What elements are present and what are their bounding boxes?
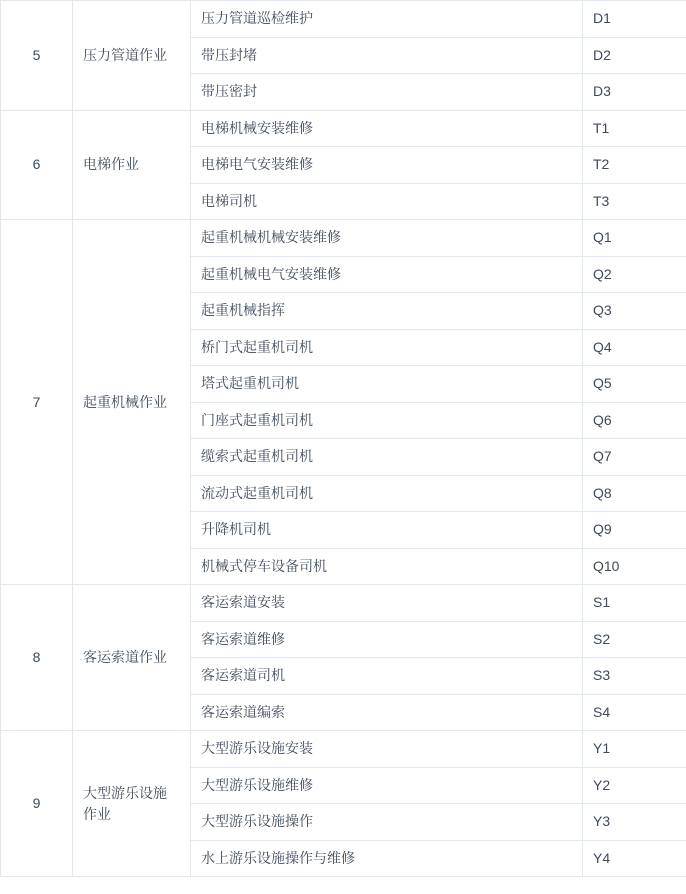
- table-row: [1, 1, 686, 38]
- operation-code-cell: T2: [583, 147, 686, 184]
- operation-code-cell: Q9: [583, 512, 686, 549]
- operation-item-cell: 客运索道司机: [191, 658, 583, 695]
- operation-item-cell: 客运索道维修: [191, 621, 583, 658]
- operation-code-cell: Q5: [583, 366, 686, 403]
- operation-code-cell: Y4: [583, 840, 686, 877]
- group-number-cell: 5: [1, 1, 73, 111]
- operation-code-cell: S3: [583, 658, 686, 695]
- operation-item-cell: 压力管道巡检维护: [191, 1, 583, 38]
- operation-code-cell: S2: [583, 621, 686, 658]
- operation-code-cell: Q3: [583, 293, 686, 330]
- operation-item-cell: 电梯电气安装维修: [191, 147, 583, 184]
- group-category-cell: 压力管道作业: [73, 1, 191, 111]
- operation-item-cell: 机械式停车设备司机: [191, 548, 583, 585]
- operation-item-cell: 带压密封: [191, 74, 583, 111]
- operation-code-cell: T1: [583, 110, 686, 147]
- group-number-cell: 7: [1, 220, 73, 585]
- operation-code-cell: S1: [583, 585, 686, 622]
- operation-code-cell: S4: [583, 694, 686, 731]
- operation-item-cell: 电梯机械安装维修: [191, 110, 583, 147]
- operation-item-cell: 大型游乐设施安装: [191, 731, 583, 768]
- operation-code-cell: Y2: [583, 767, 686, 804]
- operation-item-cell: 客运索道安装: [191, 585, 583, 622]
- group-category-cell: 大型游乐设施作业: [73, 731, 191, 877]
- table-row: [1, 220, 686, 257]
- group-category-cell: 客运索道作业: [73, 585, 191, 731]
- operation-code-cell: Y1: [583, 731, 686, 768]
- operation-code-cell: Q8: [583, 475, 686, 512]
- group-category-cell: 起重机械作业: [73, 220, 191, 585]
- operation-code-cell: Q4: [583, 329, 686, 366]
- operation-code-cell: Q10: [583, 548, 686, 585]
- operation-code-cell: T3: [583, 183, 686, 220]
- operation-item-cell: 桥门式起重机司机: [191, 329, 583, 366]
- group-category-cell: 电梯作业: [73, 110, 191, 220]
- group-number-cell: 9: [1, 731, 73, 877]
- operation-code-cell: D3: [583, 74, 686, 111]
- operation-code-cell: Q6: [583, 402, 686, 439]
- operation-item-cell: 塔式起重机司机: [191, 366, 583, 403]
- operation-item-cell: 水上游乐设施操作与维修: [191, 840, 583, 877]
- operation-code-cell: Q2: [583, 256, 686, 293]
- operation-code-cell: D2: [583, 37, 686, 74]
- operation-item-cell: 大型游乐设施维修: [191, 767, 583, 804]
- operation-item-cell: 大型游乐设施操作: [191, 804, 583, 841]
- operation-item-cell: 起重机械机械安装维修: [191, 220, 583, 257]
- operation-code-cell: Q1: [583, 220, 686, 257]
- operation-item-cell: 门座式起重机司机: [191, 402, 583, 439]
- group-number-cell: 8: [1, 585, 73, 731]
- operation-item-cell: 电梯司机: [191, 183, 583, 220]
- operation-item-cell: 起重机械电气安装维修: [191, 256, 583, 293]
- operation-code-cell: Y3: [583, 804, 686, 841]
- group-number-cell: 6: [1, 110, 73, 220]
- operation-item-cell: 带压封堵: [191, 37, 583, 74]
- table-row: [1, 585, 686, 622]
- operation-item-cell: 客运索道编索: [191, 694, 583, 731]
- operation-code-cell: D1: [583, 1, 686, 38]
- operation-item-cell: 起重机械指挥: [191, 293, 583, 330]
- operation-item-cell: 缆索式起重机司机: [191, 439, 583, 476]
- operation-code-cell: Q7: [583, 439, 686, 476]
- operation-item-cell: 流动式起重机司机: [191, 475, 583, 512]
- operation-item-cell: 升降机司机: [191, 512, 583, 549]
- table-row: [1, 731, 686, 768]
- table-row: [1, 110, 686, 147]
